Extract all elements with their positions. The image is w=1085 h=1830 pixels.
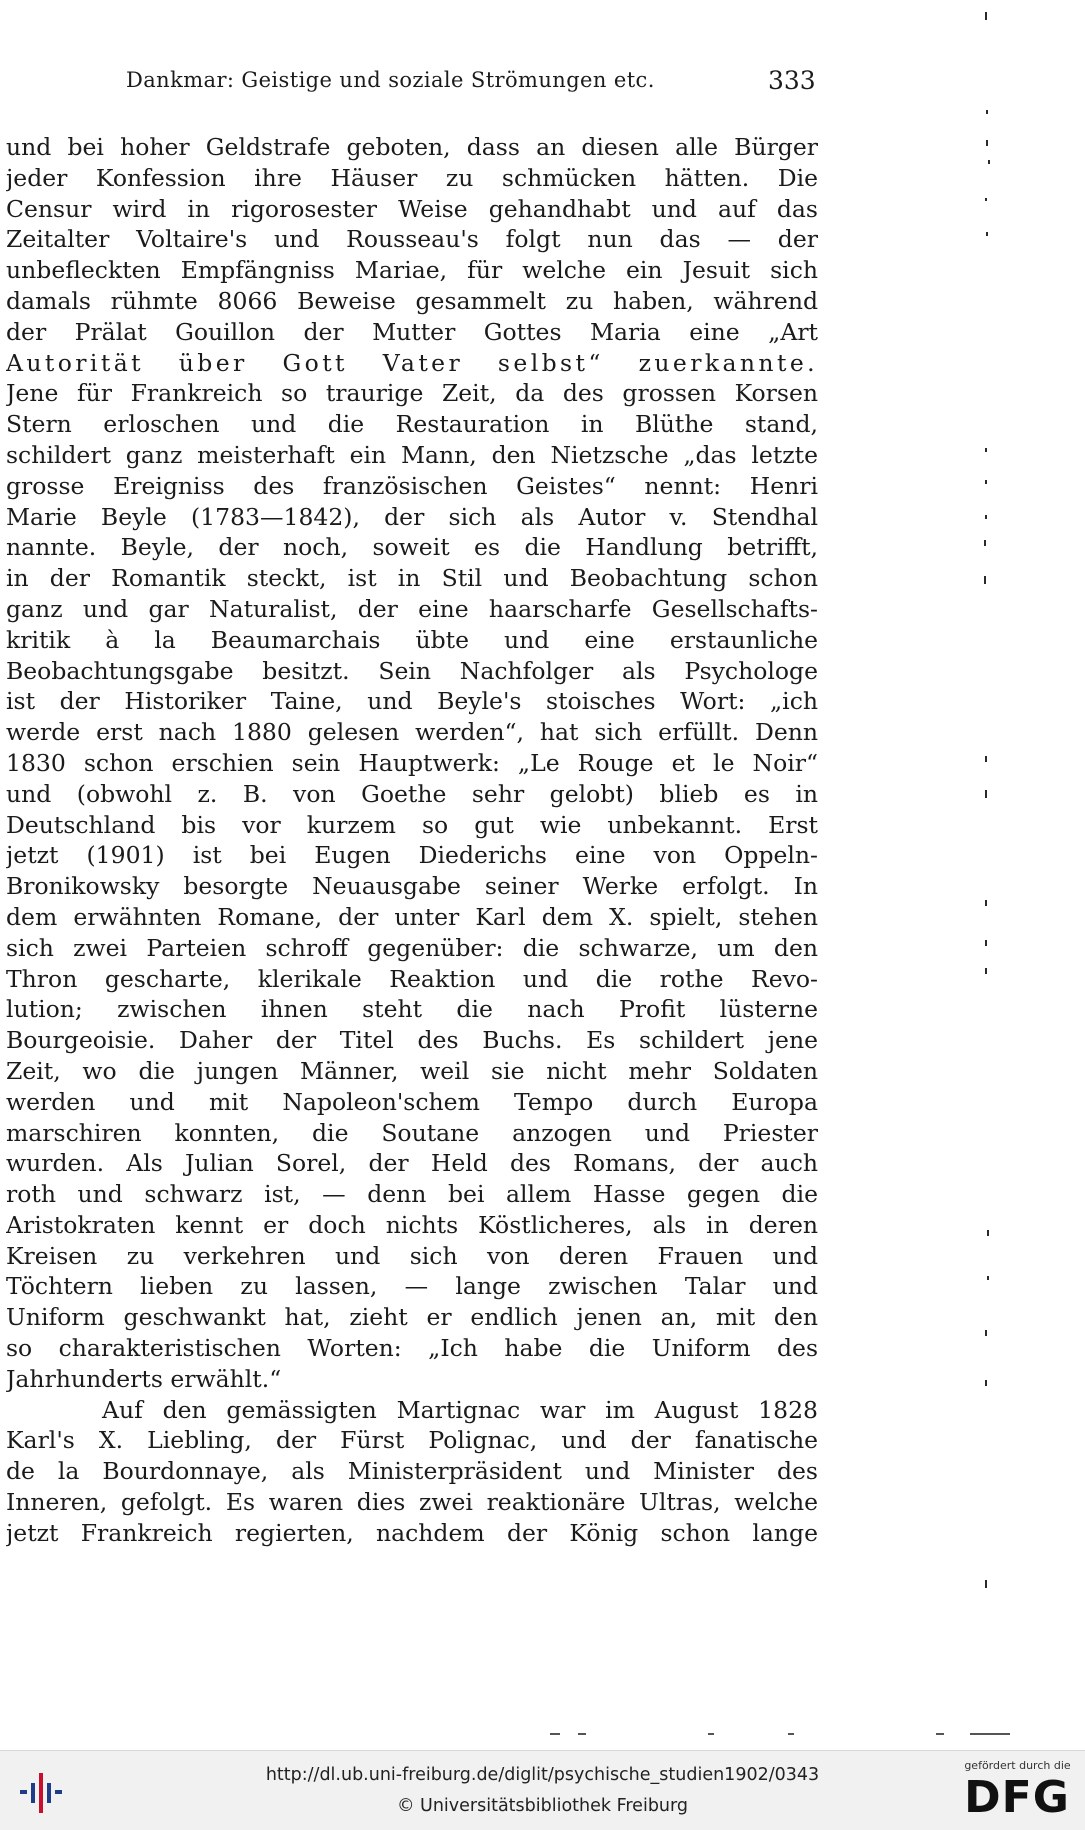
- margin-mark: [988, 160, 990, 164]
- dfg-tagline: gefördert durch die: [964, 1759, 1071, 1772]
- text-line: ganz und gar Naturalist, der eine haarscharfe Gesellschafts-: [6, 594, 818, 623]
- text-line: und bei hoher Geldstrafe geboten, dass an diesen alle Bürger: [6, 133, 818, 161]
- margin-mark: [985, 448, 987, 452]
- text-line: Autorität über Gott Vater selbst“ zuerkannte.: [6, 348, 818, 377]
- margin-mark: [985, 790, 987, 798]
- text-line: sich zwei Parteien schroff gegenüber: die schwarze, um den: [6, 933, 818, 962]
- text-line: de la Bourdonnaye, als Ministerpräsident und Minister des: [6, 1457, 818, 1486]
- margin-mark: [986, 140, 988, 146]
- rule-segment: [550, 1733, 560, 1735]
- margin-mark: [987, 1230, 989, 1236]
- text-line: Marie Beyle (1783—1842), der sich als Autor v. Stendhal: [6, 502, 818, 531]
- margin-mark: [985, 968, 987, 974]
- page-footer: [0, 1750, 1085, 1830]
- text-line: Bronikowsky besorgte Neuausgabe seiner Werke erfolgt. In: [6, 872, 818, 901]
- text-line: werde erst nach 1880 gelesen werden“, hat sich erfüllt. Denn: [6, 718, 818, 747]
- text-line: ist der Historiker Taine, und Beyle's stoisches Wort: „ich: [6, 687, 818, 716]
- rule-segment: [970, 1733, 1010, 1735]
- text-line: kritik à la Beaumarchais übte und eine erstaunliche: [6, 625, 818, 654]
- text-line: 1830 schon erschien sein Hauptwerk: „Le Rouge et le Noir“: [6, 748, 818, 777]
- text-line: Jene für Frankreich so traurige Zeit, da des grossen Korsen: [6, 379, 818, 408]
- text-line: wurden. Als Julian Sorel, der Held des Romans, der auch: [6, 1149, 818, 1178]
- margin-mark: [985, 198, 987, 201]
- margin-marks: [975, 0, 1005, 1700]
- dfg-logo: DFG: [964, 1772, 1070, 1823]
- text-line: schildert ganz meisterhaft ein Mann, den Nietzsche „das letzte: [6, 440, 818, 469]
- text-line: Beobachtungsgabe besitzt. Sein Nachfolger als Psychologe: [6, 656, 818, 685]
- text-line: Stern erloschen und die Restauration in Blüthe stand,: [6, 410, 818, 439]
- margin-mark: [985, 1330, 987, 1336]
- body-text: [6, 132, 818, 1549]
- margin-mark: [986, 232, 988, 236]
- margin-mark: [985, 515, 987, 519]
- margin-mark: [987, 1276, 989, 1280]
- text-line: werden und mit Napoleon'schem Tempo durch Europa: [6, 1087, 818, 1116]
- text-line: der Prälat Gouillon der Mutter Gottes Maria eine „Art: [6, 317, 818, 346]
- margin-mark: [985, 900, 987, 906]
- text-line: Jahrhunderts erwählt.“: [6, 1364, 282, 1393]
- text-line: jeder Konfession ihre Häuser zu schmücken hätten. Die: [6, 163, 818, 192]
- text-line: lution; zwischen ihnen steht die nach Profit lüsterne: [6, 995, 818, 1024]
- text-line: dem erwähnten Romane, der unter Karl dem X. spielt, stehen: [6, 902, 818, 931]
- margin-mark: [985, 756, 987, 762]
- text-line: Auf den gemässigten Martignac war im August 1828: [102, 1395, 818, 1424]
- margin-mark: [985, 480, 987, 484]
- source-url-link[interactable]: http://dl.ub.uni-freiburg.de/diglit/psychische_studien1902/0343: [265, 1765, 820, 1785]
- text-line: in der Romantik steckt, ist in Stil und Beobachtung schon: [6, 564, 818, 593]
- text-line: Inneren, gefolgt. Es waren dies zwei reaktionäre Ultras, welche: [6, 1488, 818, 1517]
- text-line: Uniform geschwankt hat, zieht er endlich jenen an, mit den: [6, 1303, 818, 1332]
- rule-segment: [708, 1733, 714, 1735]
- page-number: 333: [768, 66, 816, 95]
- text-line: so charakteristischen Worten: „Ich habe die Uniform des: [6, 1334, 818, 1363]
- text-line: jetzt (1901) ist bei Eugen Diederichs eine von Oppeln-: [6, 841, 818, 870]
- text-line: jetzt Frankreich regierten, nachdem der König schon lange: [6, 1518, 818, 1547]
- text-line: Thron gescharte, klerikale Reaktion und die rothe Revo-: [6, 964, 818, 993]
- text-line: Aristokraten kennt er doch nichts Köstlicheres, als in deren: [6, 1210, 818, 1239]
- rule-segment: [578, 1733, 586, 1735]
- text-line: roth und schwarz ist, — denn bei allem Hasse gegen die: [6, 1180, 818, 1209]
- bottom-rule: [550, 1733, 1020, 1735]
- text-line: unbefleckten Empfängniss Mariae, für welche ein Jesuit sich: [6, 256, 818, 285]
- text-line: marschiren konnten, die Soutane anzogen und Priester: [6, 1118, 818, 1147]
- text-line: Kreisen zu verkehren und sich von deren Frauen und: [6, 1241, 818, 1270]
- text-line: Deutschland bis vor kurzem so gut wie unbekannt. Erst: [6, 810, 818, 839]
- copyright-notice: © Universitätsbibliothek Freiburg: [396, 1796, 689, 1816]
- text-line: grosse Ereigniss des französischen Geistes“ nennt: Henri: [6, 471, 818, 500]
- text-line: Töchtern lieben zu lassen, — lange zwischen Talar und: [6, 1272, 818, 1301]
- margin-mark: [985, 1380, 987, 1386]
- margin-mark: [985, 940, 987, 946]
- text-line: und (obwohl z. B. von Goethe sehr gelobt) blieb es in: [6, 779, 818, 808]
- text-line: Zeit, wo die jungen Männer, weil sie nicht mehr Soldaten: [6, 1056, 818, 1085]
- text-line: damals rühmte 8066 Beweise gesammelt zu haben, während: [6, 286, 818, 315]
- text-line: nannte. Beyle, der noch, soweit es die Handlung betrifft,: [6, 533, 818, 562]
- page-header: [0, 62, 825, 102]
- text-line: Karl's X. Liebling, der Fürst Polignac, und der fanatische: [6, 1426, 818, 1455]
- margin-mark: [986, 110, 988, 114]
- margin-mark: [985, 1580, 987, 1588]
- margin-mark: [984, 540, 986, 546]
- running-title: Dankmar: Geistige und soziale Strömungen etc.: [126, 68, 655, 92]
- rule-segment: [788, 1733, 794, 1735]
- rule-segment: [936, 1733, 944, 1735]
- text-line: Bourgeoisie. Daher der Titel des Buchs. Es schildert jene: [6, 1026, 818, 1055]
- text-line: Zeitalter Voltaire's und Rousseau's folgt nun das — der: [6, 225, 818, 254]
- margin-mark: [984, 576, 986, 584]
- margin-mark: [985, 12, 987, 20]
- text-line: Censur wird in rigorosester Weise gehandhabt und auf das: [6, 194, 818, 223]
